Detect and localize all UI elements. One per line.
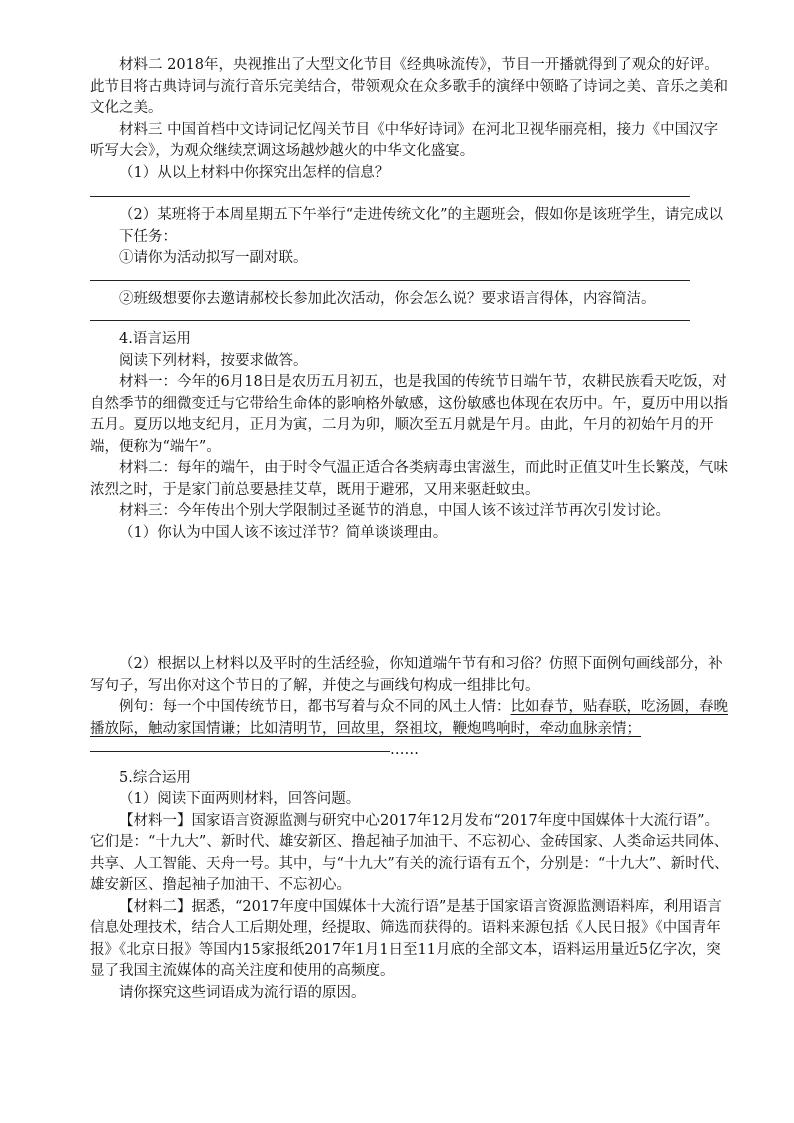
material-1-tag: 【材料一】: [119, 812, 192, 829]
worksheet-page: [90, 55, 730, 1004]
question-1: （1）从以上材料中你探究出怎样的信息？: [119, 164, 390, 181]
material-1-text: 国家语言资源监测与研究中心2017年12月发布“2017年度中国媒体十大流行语”。它们是：“十九大”、新时代、雄安新区、撸起袖子加油干、不忘初心、金砖国家、人类命运共同体、共享、人工智能、天舟一号。其中，与“十九大”有关的流行语有五个，分别是：“十九大”、新时代、雄安新区、撸起袖子加油干、不忘初心。: [90, 812, 729, 893]
section-4-question-1: （1）你认为中国人该不该过洋节？简单谈谈理由。: [119, 524, 448, 541]
example-ellipsis: ……: [390, 742, 419, 758]
answer-area-s4-q1[interactable]: [90, 544, 730, 654]
question-2a: ①请你为活动拟写一副对联。: [119, 250, 308, 266]
answer-line-q2a[interactable]: [90, 280, 690, 281]
section-5-task: 请你探究这些词语成为流行语的原因。: [119, 984, 366, 1001]
section-4-material-3: 材料三：今年传出个别大学限制过圣诞节的消息，中国人该不该过洋节再次引发讨论。: [119, 503, 670, 519]
answer-line-q1[interactable]: [90, 196, 690, 197]
material-2: 材料二 2018年，央视推出了大型文化节目《经典咏流传》，节目一开播就得到了观众的好评。此节目将古典诗词与流行音乐完美结合，带领观众在众多歌手的演绎中领略了诗词之美、音乐之美和文化之美。: [90, 57, 728, 116]
section-5-title: 5.综合运用: [119, 769, 191, 786]
question-2b: ②班级想要你去邀请郝校长参加此次活动，你会怎么说？要求语言得体，内容简洁。: [119, 290, 656, 307]
example-underlined: 比如春节，贴春联，吃汤圆，春晚播放际，触动家国情谦；比如清明节，回故里，祭祖坟，鞭炮鸣响时，牵动血脉亲情；: [90, 699, 728, 737]
section-5-material-2: [90, 897, 730, 983]
material-2-text: 据悉，“2017年度中国媒体十大流行语”是基于国家语言资源监测语料库，利用语言信息处理技术，结合人工后期处理，经提取、筛选而获得的。语料来源包括《人民日报》《中国青年报》《北京日报》等国内15家报纸2017年1月1日至11月底的全部文本，语料运用量近5亿字次，突显了我国主流媒体的高关注度和使用的高频度。: [90, 898, 722, 979]
answer-blank-example[interactable]: [90, 751, 390, 752]
section-4-material-2: 材料二：每年的端午，由于时令气温正适合各类病毒虫害滋生，而此时正值艾叶生长繁茂，气味浓烈之时，于是家门前总要悬挂艾草，既用于避邪，又用来驱赶蚊虫。: [90, 460, 728, 498]
example-lead: 例句：每一个中国传统节日，都书写着与众不同的风土人情：: [119, 699, 511, 715]
question-2: [90, 205, 730, 248]
section-4-example: [90, 697, 730, 762]
section-5-question-1: （1）阅读下面两则材料，回答问题。: [119, 791, 361, 807]
material-2-tag: 【材料二】: [119, 898, 192, 915]
section-5-material-1: [90, 811, 730, 897]
material-3: 材料三 中国首档中文诗词记忆闯关节目《中华好诗词》在河北卫视华丽亮相，接力《中国汉字听写大会》，为观众继续烹调这场越炒越火的中华文化盛宴。: [90, 121, 719, 159]
section-4-intro: 阅读下列材料，按要求做答。: [119, 352, 308, 369]
section-4-title: 4.语言运用: [119, 331, 191, 347]
question-2-text: （2）某班将于本周星期五下午举行“走进传统文化”的主题班会，假如你是该班学生，请完成以下任务：: [119, 207, 724, 245]
section-4-question-2: （2）根据以上材料以及平时的生活经验，你知道端午节有和习俗？仿照下面例句画线部分，补写句子，写出你对这个节日的了解，并使之与画线句构成一组排比句。: [90, 656, 723, 694]
section-4-material-1: 材料一：今年的6月18日是农历五月初五，也是我国的传统节日端午节，农耕民族看天吃饭，对自然季节的细微变迁与它带给生命体的影响格外敏感，这份敏感也体现在农历中。午，夏历中用以指五月。夏历以地支纪月，正月为寅，二月为卯，顺次至五月就是午月。由此，午月的初始午月的开端，便称为“端午”。: [90, 374, 728, 455]
answer-line-q2b[interactable]: [90, 320, 690, 321]
